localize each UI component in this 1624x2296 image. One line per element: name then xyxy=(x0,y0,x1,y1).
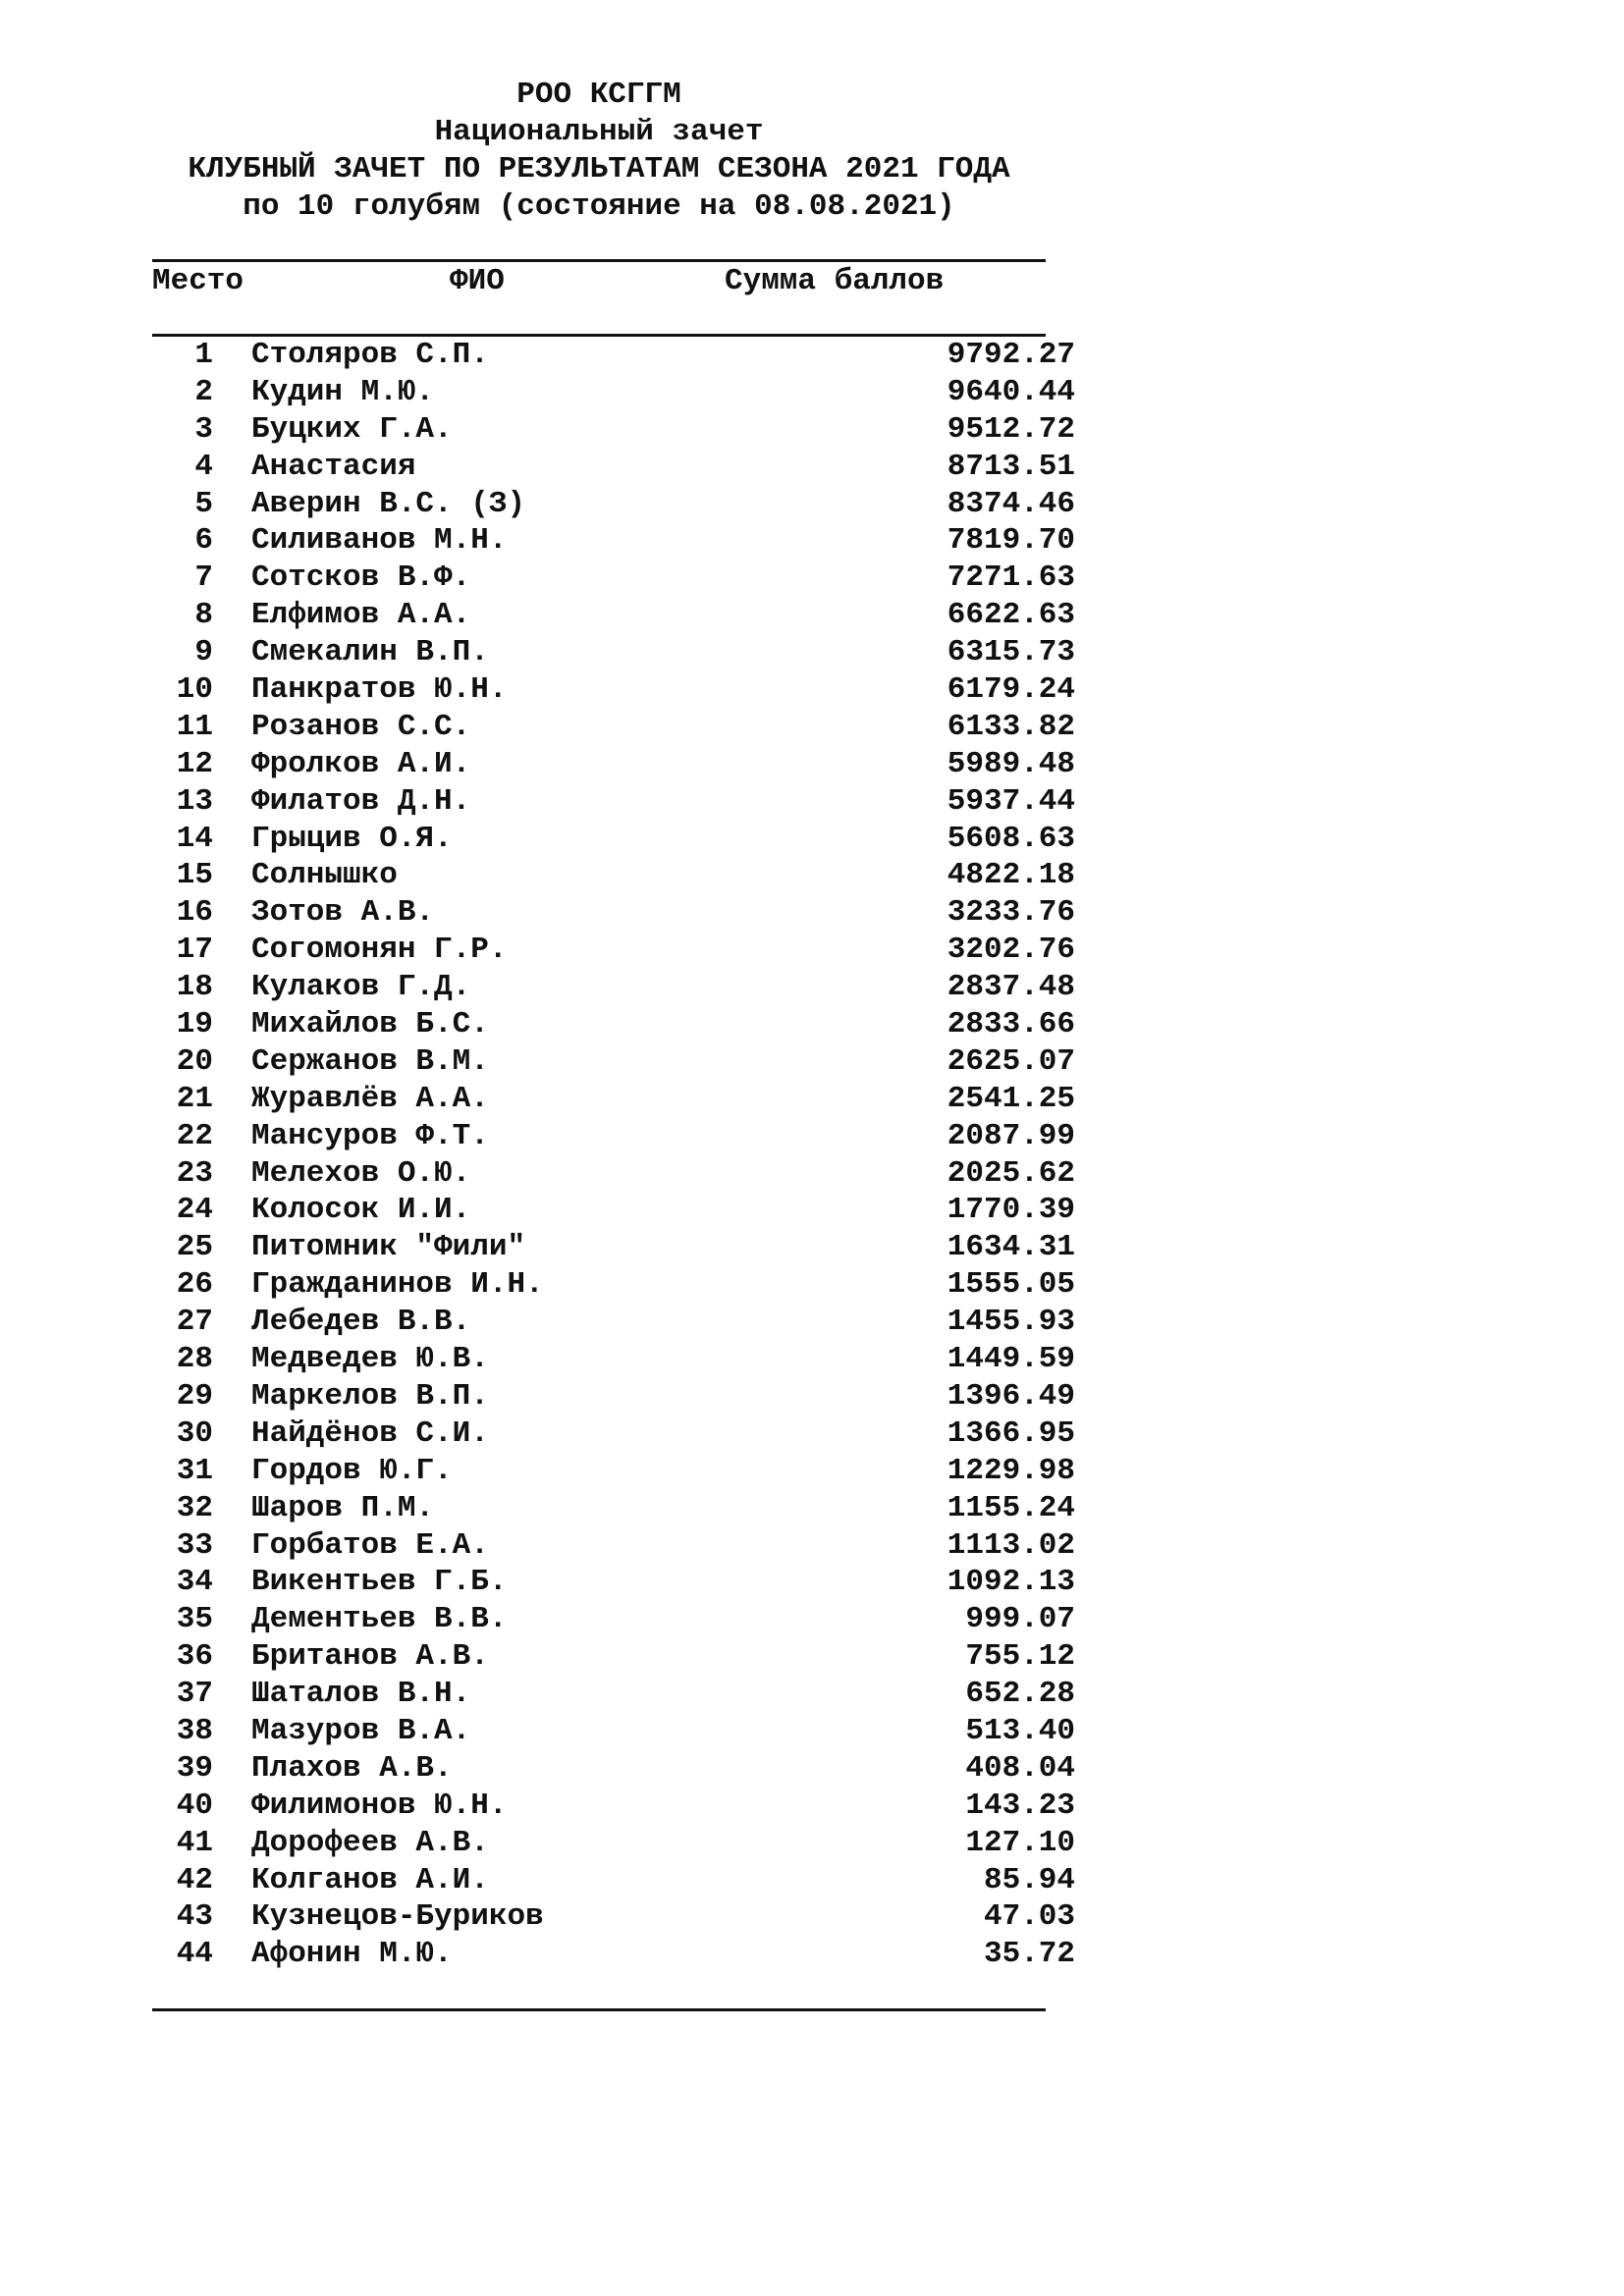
row-place: 41 xyxy=(176,1825,213,1860)
row-place: 20 xyxy=(176,1043,213,1079)
row-score: 1770.39 xyxy=(947,1193,1075,1228)
report-subtitle: по 10 голубям (состояние на 08.08.2021) xyxy=(243,189,955,224)
row-score: 1455.93 xyxy=(947,1305,1075,1340)
table-row xyxy=(152,894,1075,932)
column-header-score: Сумма баллов xyxy=(725,264,945,298)
row-name: Колганов А.И. xyxy=(251,1862,489,1897)
row-name: Аверин В.С. (З) xyxy=(251,486,526,521)
table-row xyxy=(152,1788,1075,1825)
row-score: 6133.82 xyxy=(947,709,1075,744)
row-score: 513.40 xyxy=(965,1713,1075,1748)
row-score: 127.10 xyxy=(965,1825,1075,1860)
row-score: 35.72 xyxy=(983,1937,1075,1972)
row-place: 7 xyxy=(194,561,213,596)
table-row xyxy=(152,1043,1075,1081)
competition-type: Национальный зачет xyxy=(434,115,764,149)
row-score: 1113.02 xyxy=(947,1527,1075,1563)
row-score: 652.28 xyxy=(965,1677,1075,1712)
column-header-place: Место xyxy=(152,264,244,298)
row-score: 5608.63 xyxy=(947,821,1075,856)
table-row xyxy=(152,1564,1075,1601)
row-score: 1396.49 xyxy=(947,1378,1075,1414)
row-name: Шаталов В.Н. xyxy=(251,1677,471,1712)
row-score: 2541.25 xyxy=(947,1081,1075,1116)
row-place: 29 xyxy=(176,1378,213,1414)
row-place: 9 xyxy=(194,635,213,670)
row-score: 2087.99 xyxy=(947,1118,1075,1153)
row-name: Шаров П.М. xyxy=(251,1490,435,1525)
row-score: 999.07 xyxy=(965,1602,1075,1637)
row-name: Столяров С.П. xyxy=(251,338,489,372)
row-place: 15 xyxy=(176,858,213,893)
row-name: Грыцив О.Я. xyxy=(251,821,453,856)
row-place: 17 xyxy=(176,933,213,968)
table-row xyxy=(152,1898,1075,1936)
row-place: 34 xyxy=(176,1565,213,1600)
table-row xyxy=(152,671,1075,709)
row-score: 5937.44 xyxy=(947,783,1075,819)
table-row xyxy=(152,1118,1075,1155)
table-row xyxy=(152,411,1075,449)
row-score: 2837.48 xyxy=(947,970,1075,1005)
row-score: 1555.05 xyxy=(947,1267,1075,1303)
table-row xyxy=(152,1229,1075,1266)
row-name: Горбатов Е.А. xyxy=(251,1527,489,1563)
row-place: 6 xyxy=(194,523,213,559)
row-score: 2833.66 xyxy=(947,1007,1075,1042)
row-score: 2625.07 xyxy=(947,1043,1075,1079)
row-place: 22 xyxy=(176,1118,213,1153)
row-name: Анастасия xyxy=(251,449,416,484)
row-place: 37 xyxy=(176,1677,213,1712)
row-place: 23 xyxy=(176,1155,213,1191)
table-row xyxy=(152,783,1075,821)
row-place: 10 xyxy=(176,672,213,708)
row-place: 38 xyxy=(176,1713,213,1748)
table-row xyxy=(152,560,1075,597)
table-row xyxy=(152,634,1075,671)
table-row xyxy=(152,374,1075,411)
table-row xyxy=(152,1527,1075,1565)
document-header xyxy=(152,77,1046,226)
row-score: 6315.73 xyxy=(947,635,1075,670)
row-score: 3233.76 xyxy=(947,895,1075,931)
row-place: 42 xyxy=(176,1862,213,1897)
row-name: Фролков А.И. xyxy=(251,746,471,781)
row-score: 9640.44 xyxy=(947,374,1075,409)
row-name: Британов А.В. xyxy=(251,1639,489,1675)
row-place: 31 xyxy=(176,1453,213,1488)
row-name: Колосок И.И. xyxy=(251,1193,471,1228)
row-name: Мелехов О.Ю. xyxy=(251,1155,471,1191)
table-row xyxy=(152,597,1075,634)
row-place: 43 xyxy=(176,1899,213,1935)
row-place: 16 xyxy=(176,895,213,931)
row-name: Мансуров Ф.Т. xyxy=(251,1118,489,1153)
organization-title: РОО КСГГМ xyxy=(516,78,681,112)
row-place: 4 xyxy=(194,449,213,484)
row-name: Гражданинов И.Н. xyxy=(251,1267,544,1303)
results-table-body xyxy=(152,337,1075,1973)
row-place: 35 xyxy=(176,1602,213,1637)
row-score: 7271.63 xyxy=(947,561,1075,596)
row-score: 143.23 xyxy=(965,1788,1075,1823)
row-name: Кулаков Г.Д. xyxy=(251,970,471,1005)
table-row xyxy=(152,1750,1075,1788)
row-place: 44 xyxy=(176,1937,213,1972)
row-name: Михайлов Б.С. xyxy=(251,1007,489,1042)
row-place: 27 xyxy=(176,1305,213,1340)
row-score: 1229.98 xyxy=(947,1453,1075,1488)
row-name: Дементьев В.В. xyxy=(251,1602,508,1637)
table-row xyxy=(152,1266,1075,1304)
table-row xyxy=(152,337,1075,374)
row-score: 1449.59 xyxy=(947,1342,1075,1377)
row-name: Гордов Ю.Г. xyxy=(251,1453,453,1488)
table-bottom-rule xyxy=(152,2008,1046,2011)
row-place: 40 xyxy=(176,1788,213,1823)
table-row xyxy=(152,1415,1075,1453)
row-place: 26 xyxy=(176,1267,213,1303)
row-place: 13 xyxy=(176,783,213,819)
row-name: Лебедев В.В. xyxy=(251,1305,471,1340)
row-place: 12 xyxy=(176,746,213,781)
row-name: Солнышко xyxy=(251,858,398,893)
table-row xyxy=(152,1155,1075,1193)
row-name: Сотсков В.Ф. xyxy=(251,561,471,596)
row-name: Розанов С.С. xyxy=(251,709,471,744)
table-row xyxy=(152,1453,1075,1490)
table-row xyxy=(152,821,1075,858)
table-row xyxy=(152,1490,1075,1527)
row-score: 8713.51 xyxy=(947,449,1075,484)
row-score: 6622.63 xyxy=(947,598,1075,633)
row-place: 5 xyxy=(194,486,213,521)
row-name: Найдёнов С.И. xyxy=(251,1415,489,1451)
row-name: Кудин М.Ю. xyxy=(251,374,435,409)
table-row xyxy=(152,1081,1075,1118)
row-score: 5989.48 xyxy=(947,746,1075,781)
row-name: Дорофеев А.В. xyxy=(251,1825,489,1860)
row-place: 2 xyxy=(194,374,213,409)
row-name: Питомник "Фили" xyxy=(251,1230,526,1265)
table-row xyxy=(152,932,1075,969)
row-name: Маркелов В.П. xyxy=(251,1378,489,1414)
table-row xyxy=(152,1713,1075,1750)
table-row xyxy=(152,1601,1075,1638)
table-row xyxy=(152,1676,1075,1713)
row-place: 8 xyxy=(194,598,213,633)
table-row xyxy=(152,746,1075,783)
row-score: 1155.24 xyxy=(947,1490,1075,1525)
row-name: Буцких Г.А. xyxy=(251,411,453,447)
row-place: 25 xyxy=(176,1230,213,1265)
table-row xyxy=(152,857,1075,894)
row-place: 18 xyxy=(176,970,213,1005)
row-name: Силиванов М.Н. xyxy=(251,523,508,559)
table-row xyxy=(152,1936,1075,1973)
row-score: 6179.24 xyxy=(947,672,1075,708)
row-place: 11 xyxy=(176,709,213,744)
table-row xyxy=(152,1378,1075,1415)
row-score: 1092.13 xyxy=(947,1565,1075,1600)
row-name: Панкратов Ю.Н. xyxy=(251,672,508,708)
row-score: 755.12 xyxy=(965,1639,1075,1675)
row-place: 1 xyxy=(194,338,213,372)
row-name: Сержанов В.М. xyxy=(251,1043,489,1079)
row-score: 8374.46 xyxy=(947,486,1075,521)
row-place: 19 xyxy=(176,1007,213,1042)
table-row xyxy=(152,449,1075,486)
row-name: Елфимов А.А. xyxy=(251,598,471,633)
row-name: Кузнецов-Буриков xyxy=(251,1899,544,1935)
row-name: Викентьев Г.Б. xyxy=(251,1565,508,1600)
row-place: 14 xyxy=(176,821,213,856)
row-score: 9792.27 xyxy=(947,338,1075,372)
row-place: 21 xyxy=(176,1081,213,1116)
table-top-rule xyxy=(152,259,1046,262)
row-name: Плахов А.В. xyxy=(251,1750,453,1786)
row-score: 85.94 xyxy=(983,1862,1075,1897)
table-row xyxy=(152,1862,1075,1899)
row-name: Согомонян Г.Р. xyxy=(251,933,508,968)
table-row xyxy=(152,1304,1075,1341)
row-score: 9512.72 xyxy=(947,411,1075,447)
row-score: 408.04 xyxy=(965,1750,1075,1786)
row-place: 30 xyxy=(176,1415,213,1451)
row-name: Филимонов Ю.Н. xyxy=(251,1788,508,1823)
row-name: Мазуров В.А. xyxy=(251,1713,471,1748)
row-name: Смекалин В.П. xyxy=(251,635,489,670)
row-score: 1634.31 xyxy=(947,1230,1075,1265)
row-place: 32 xyxy=(176,1490,213,1525)
table-row xyxy=(152,1341,1075,1378)
row-score: 4822.18 xyxy=(947,858,1075,893)
table-row xyxy=(152,969,1075,1006)
row-place: 3 xyxy=(194,411,213,447)
row-place: 33 xyxy=(176,1527,213,1563)
table-row xyxy=(152,1192,1075,1229)
table-row xyxy=(152,486,1075,523)
row-score: 3202.76 xyxy=(947,933,1075,968)
row-name: Зотов А.В. xyxy=(251,895,435,931)
report-title: КЛУБНЫЙ ЗАЧЕТ ПО РЕЗУЛЬТАТАМ СЕЗОНА 2021 ГОДА xyxy=(188,152,1010,187)
table-row xyxy=(152,1006,1075,1043)
row-score: 2025.62 xyxy=(947,1155,1075,1191)
table-row xyxy=(152,1638,1075,1676)
row-place: 36 xyxy=(176,1639,213,1675)
row-place: 24 xyxy=(176,1193,213,1228)
table-row xyxy=(152,522,1075,560)
row-name: Журавлёв А.А. xyxy=(251,1081,489,1116)
table-row xyxy=(152,1825,1075,1862)
row-score: 1366.95 xyxy=(947,1415,1075,1451)
row-name: Афонин М.Ю. xyxy=(251,1937,453,1972)
table-row xyxy=(152,709,1075,746)
row-place: 28 xyxy=(176,1342,213,1377)
column-header-name: ФИО xyxy=(450,264,505,298)
row-name: Медведев Ю.В. xyxy=(251,1342,489,1377)
row-score: 7819.70 xyxy=(947,523,1075,559)
row-name: Филатов Д.Н. xyxy=(251,783,471,819)
row-place: 39 xyxy=(176,1750,213,1786)
row-score: 47.03 xyxy=(983,1899,1075,1935)
